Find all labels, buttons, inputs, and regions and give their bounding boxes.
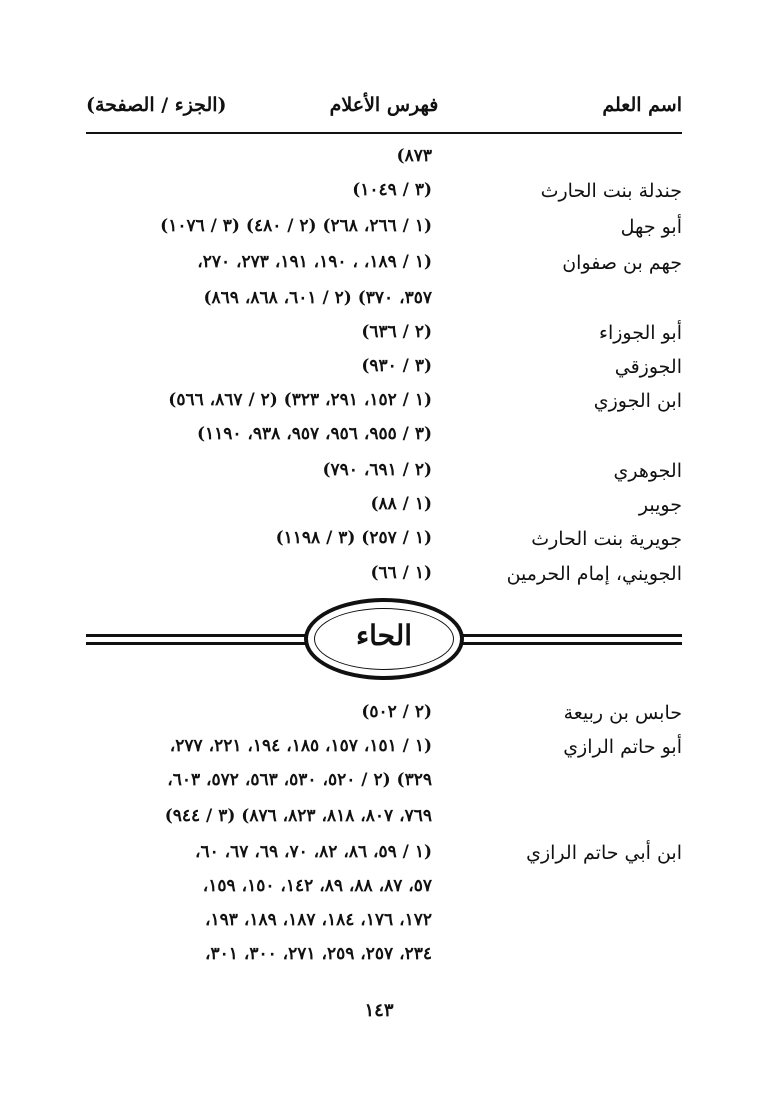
entry-refs: (١ / ١٥١، ١٥٧، ١٨٥، ١٩٤، ٢٢١، ٢٧٧، — [169, 736, 432, 756]
banner-rule — [457, 642, 682, 645]
entry-refs: (١ / ١٥٢، ٢٩١، ٣٢٣) (٢ / ٨٦٧، ٥٦٦) — [168, 390, 432, 410]
index-entry — [86, 424, 682, 454]
index-entry — [86, 322, 682, 352]
entry-name: الجويني، إمام الحرمين — [506, 563, 682, 585]
index-entry — [86, 770, 682, 800]
index-entry — [86, 910, 682, 940]
section-title: الحاء — [355, 619, 413, 652]
entry-name: أبو الجوزاء — [599, 322, 682, 344]
entry-refs: ٥٧، ٨٧، ٨٨، ٨٩، ١٤٢، ١٥٠، ١٥٩، — [202, 876, 432, 896]
entry-refs: (٣ / ٩٣٠) — [361, 356, 432, 376]
entry-refs: (١ / ١٨٩، ، ١٩٠، ١٩١، ٢٧٣، ٢٧٠، — [197, 252, 432, 272]
entry-refs: ١٧٢، ١٧٦، ١٨٤، ١٨٧، ١٨٩، ١٩٣، — [205, 910, 432, 930]
entry-refs: ٣٢٩) (٢ / ٥٢٠، ٥٣٠، ٥٦٣، ٥٧٢، ٦٠٣، — [167, 770, 432, 790]
index-entry — [86, 180, 682, 210]
entry-refs: (٣ / ١٠٤٩) — [352, 180, 432, 200]
entry-refs: (١ / ٢٦٦، ٢٦٨) (٢ / ٤٨٠) (٣ / ١٠٧٦) — [160, 216, 432, 236]
index-entry — [86, 528, 682, 558]
entry-name: جندلة بنت الحارث — [540, 180, 682, 202]
entry-refs: (٣ / ٩٥٥، ٩٥٦، ٩٥٧، ٩٣٨، ١١٩٠) — [196, 424, 432, 444]
name-column-heading: اسم العلم — [602, 94, 682, 116]
index-entry — [86, 146, 682, 176]
entry-name: أبو حاتم الرازي — [563, 736, 682, 758]
index-entry — [86, 252, 682, 282]
entry-refs: (٢ / ٦٣٦) — [361, 322, 432, 342]
entry-refs: (١ / ٦٦) — [370, 563, 432, 583]
entry-refs: (٢ / ٦٩١، ٧٩٠) — [322, 460, 432, 480]
index-entry — [86, 806, 682, 836]
entry-refs: ٢٣٤، ٢٥٧، ٢٥٩، ٢٧١، ٣٠٠، ٣٠١، — [205, 944, 432, 964]
entry-refs: ٣٥٧، ٣٧٠) (٢ / ٦٠١، ٨٦٨، ٨٦٩) — [203, 288, 432, 308]
entry-refs: (١ / ٥٩، ٨٦، ٨٢، ٧٠، ٦٩، ٦٧، ٦٠، — [194, 842, 432, 862]
reference-column-heading: (الجزء / الصفحة) — [86, 94, 227, 116]
entry-name: حابس بن ربيعة — [563, 702, 682, 724]
index-entry — [86, 216, 682, 246]
index-entry — [86, 736, 682, 766]
entry-name: جويبر — [638, 494, 682, 516]
index-entry — [86, 494, 682, 524]
index-entry — [86, 390, 682, 420]
entry-name: جويرية بنت الحارث — [531, 528, 682, 550]
entry-name: ابن أبي حاتم الرازي — [526, 842, 682, 864]
page-number: ١٤٣ — [364, 1000, 394, 1021]
index-entry — [86, 460, 682, 490]
index-entry — [86, 842, 682, 872]
index-entry — [86, 563, 682, 593]
entry-refs: (٢ / ٥٠٢) — [361, 702, 432, 722]
banner-rule — [457, 634, 682, 637]
entry-name: ابن الجوزي — [593, 390, 682, 412]
entry-refs: ٧٦٩، ٨٠٧، ٨١٨، ٨٢٣، ٨٧٦) (٣ / ٩٤٤) — [164, 806, 432, 826]
entry-name: أبو جهل — [620, 216, 682, 238]
entry-name: الجوزقي — [614, 356, 682, 378]
page-header — [86, 94, 682, 134]
header-divider — [86, 132, 682, 134]
banner-oval — [304, 598, 464, 680]
index-entry — [86, 944, 682, 974]
banner-rule — [86, 642, 311, 645]
index-entry — [86, 356, 682, 386]
index-entry — [86, 876, 682, 906]
entry-name: الجوهري — [613, 460, 682, 482]
entry-refs: (١ / ٨٨) — [370, 494, 432, 514]
index-entry — [86, 288, 682, 318]
entry-refs: (١ / ٢٥٧) (٣ / ١١٩٨) — [275, 528, 432, 548]
page-title: فهرس الأعلام — [329, 94, 439, 116]
entry-refs: ٨٧٣) — [396, 146, 432, 166]
index-entry — [86, 702, 682, 732]
section-banner — [86, 596, 682, 686]
entry-name: جهم بن صفوان — [562, 252, 682, 274]
banner-rule — [86, 634, 311, 637]
